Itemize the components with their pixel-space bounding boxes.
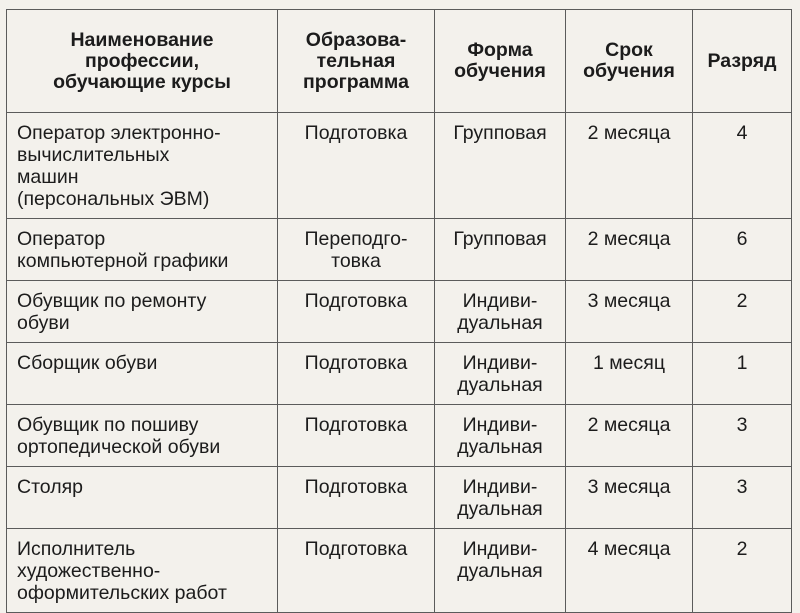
cell-grade: 3 [693,467,792,529]
cell-profession: Оператор компьютерной графики [7,219,278,281]
cell-program: Подготовка [278,467,435,529]
cell-form: Индиви- дуальная [435,405,566,467]
cell-form: Групповая [435,113,566,219]
header-profession: Наименование профессии, обучающие курсы [7,10,278,113]
cell-profession: Столяр [7,467,278,529]
cell-form: Индиви- дуальная [435,467,566,529]
cell-grade: 1 [693,343,792,405]
cell-duration: 4 месяца [566,529,693,613]
cell-program: Подготовка [278,529,435,613]
cell-profession: Исполнитель художественно- оформительских работ [7,529,278,613]
cell-program: Подготовка [278,343,435,405]
cell-form: Групповая [435,219,566,281]
professions-table [6,9,792,613]
cell-duration: 3 месяца [566,467,693,529]
header-duration: Срок обучения [566,10,693,113]
table-row [7,281,792,343]
cell-duration: 2 месяца [566,219,693,281]
table-row [7,405,792,467]
cell-profession: Обувщик по ремонту обуви [7,281,278,343]
table-row [7,529,792,613]
cell-duration: 1 месяц [566,343,693,405]
cell-duration: 3 месяца [566,281,693,343]
cell-program: Подготовка [278,405,435,467]
table-header-row [7,10,792,113]
header-grade: Разряд [693,10,792,113]
cell-form: Индиви- дуальная [435,343,566,405]
cell-program: Переподго- товка [278,219,435,281]
cell-grade: 2 [693,529,792,613]
cell-program: Подготовка [278,281,435,343]
header-form: Форма обучения [435,10,566,113]
cell-grade: 6 [693,219,792,281]
cell-profession: Обувщик по пошиву ортопедической обуви [7,405,278,467]
cell-duration: 2 месяца [566,113,693,219]
cell-grade: 2 [693,281,792,343]
cell-duration: 2 месяца [566,405,693,467]
cell-profession: Оператор электронно- вычислительных машин (персональных ЭВМ) [7,113,278,219]
table-row [7,113,792,219]
table-row [7,467,792,529]
cell-form: Индиви- дуальная [435,281,566,343]
table-row [7,219,792,281]
header-program: Образова- тельная программа [278,10,435,113]
cell-form: Индиви- дуальная [435,529,566,613]
cell-profession: Сборщик обуви [7,343,278,405]
cell-program: Подготовка [278,113,435,219]
cell-grade: 3 [693,405,792,467]
table-row [7,343,792,405]
cell-grade: 4 [693,113,792,219]
